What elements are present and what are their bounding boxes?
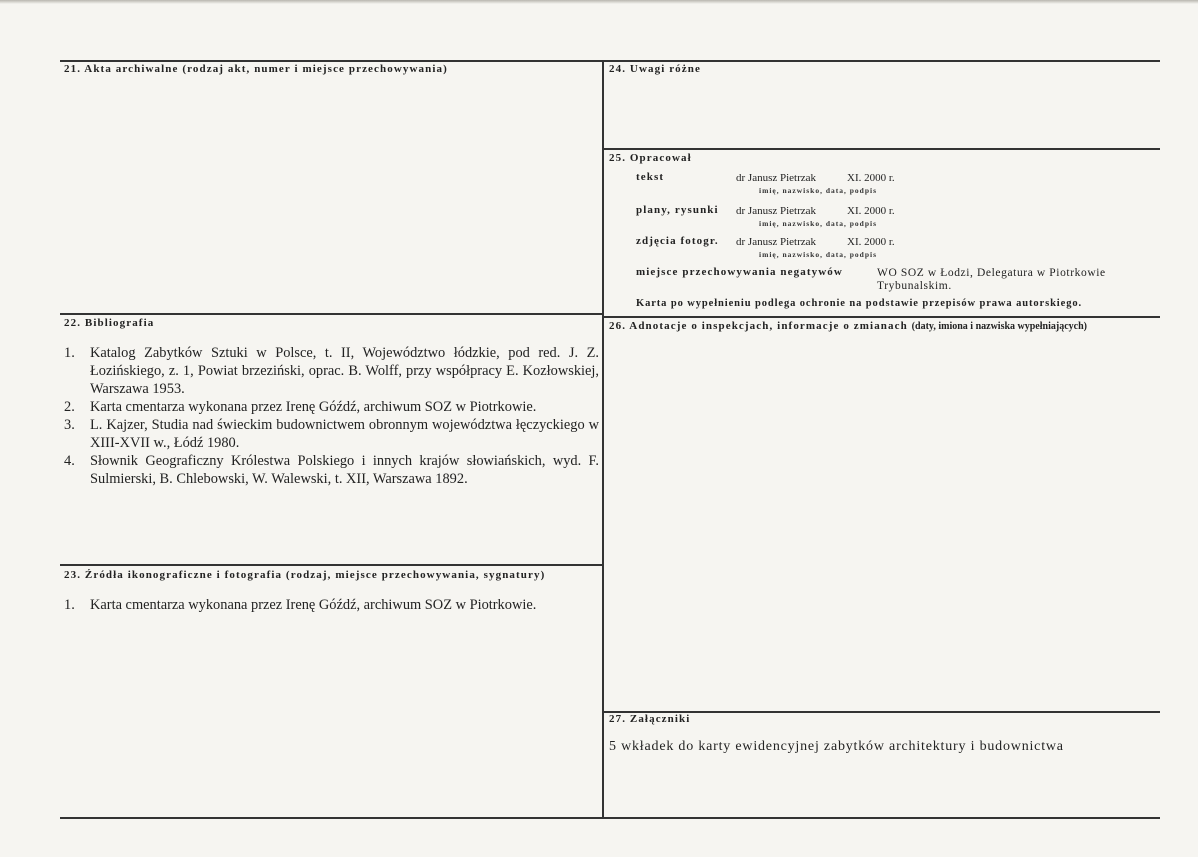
list-item xyxy=(64,416,599,452)
list-item xyxy=(64,596,599,614)
divider-bottom xyxy=(60,817,1160,819)
divider-22-top xyxy=(60,313,603,315)
list-text: Katalog Zabytków Sztuki w Polsce, t. II, Województwo łódzkie, pod red. J. Z. Łozińskiego, z. 1, Powiat brzeziński, oprac. B. Wolff, przy współpracy E. Kozłowskiej, Warszawa 1953. xyxy=(90,345,599,397)
section-22-title: 22. Bibliografia xyxy=(64,317,155,329)
list-item xyxy=(64,452,599,488)
row-date: XI. 2000 r. xyxy=(847,236,895,248)
row-label-text: tekst xyxy=(636,171,665,183)
row-author: dr Janusz Pietrzak xyxy=(736,236,817,248)
row-caption: imię, nazwisko, data, podpis xyxy=(759,186,878,195)
divider-25-top xyxy=(603,148,1160,150)
bibliography-list xyxy=(64,344,599,488)
section-26-title xyxy=(609,320,1087,332)
list-text: L. Kajzer, Studia nad świeckim budownictwem obronnym województwa łęczyckiego w XIII-XVII w., Łódź 1980. xyxy=(90,417,599,451)
divider-21-top xyxy=(60,60,603,62)
row-date: XI. 2000 r. xyxy=(847,172,895,184)
attachments-text: 5 wkładek do karty ewidencyjnej zabytków architektury i budownictwa xyxy=(609,739,1064,754)
column-divider xyxy=(602,60,604,819)
list-item xyxy=(64,398,599,416)
list-text: Słownik Geograficzny Królestwa Polskiego i innych krajów słowiańskich, wyd. F. Sulmierski, B. Chlebowski, W. Walewski, t. XII, Warszawa 1892. xyxy=(90,453,599,487)
negatives-value: WO SOZ w Łodzi, Delegatura w Piotrkowie Trybunalskim. xyxy=(877,267,1106,292)
list-number: 1. xyxy=(64,597,75,613)
scan-edge xyxy=(0,0,1198,4)
section-25-title: 25. Opracował xyxy=(609,152,692,164)
copyright-note: Karta po wypełnieniu podlega ochronie na podstawie przepisów prawa autorskiego. xyxy=(636,298,1083,309)
row-author: dr Janusz Pietrzak xyxy=(736,172,817,184)
section-21-title: 21. Akta archiwalne (rodzaj akt, numer i miejsce przechowywania) xyxy=(64,63,448,75)
row-caption: imię, nazwisko, data, podpis xyxy=(759,219,878,228)
list-number: 3. xyxy=(64,417,75,433)
list-number: 4. xyxy=(64,453,75,469)
row-date: XI. 2000 r. xyxy=(847,205,895,217)
section-26-title-suffix: (daty, imiona i nazwiska wypełniających) xyxy=(911,321,1087,332)
negatives-label: miejsce przechowywania negatywów xyxy=(636,266,843,278)
divider-23-top xyxy=(60,564,603,566)
row-author: dr Janusz Pietrzak xyxy=(736,205,817,217)
row-label-plans: plany, rysunki xyxy=(636,204,719,216)
row-caption: imię, nazwisko, data, podpis xyxy=(759,250,878,259)
section-27-title: 27. Załączniki xyxy=(609,713,691,725)
list-text: Karta cmentarza wykonana przez Irenę Góźdź, archiwum SOZ w Piotrkowie. xyxy=(90,399,537,415)
iconographic-sources-list xyxy=(64,596,599,614)
list-number: 2. xyxy=(64,399,75,415)
section-26-title-main: 26. Adnotacje o inspekcjach, informacje o zmianach xyxy=(609,320,908,332)
list-item xyxy=(64,344,599,398)
section-24-title: 24. Uwagi różne xyxy=(609,63,701,75)
list-text: Karta cmentarza wykonana przez Irenę Góźdź, archiwum SOZ w Piotrkowie. xyxy=(90,597,537,613)
divider-26-top xyxy=(603,316,1160,318)
row-label-photos: zdjęcia fotogr. xyxy=(636,235,719,247)
list-number: 1. xyxy=(64,345,75,361)
section-23-title: 23. Źródła ikonograficzne i fotografia (rodzaj, miejsce przechowywania, sygnatury) xyxy=(64,569,546,581)
divider-24-top xyxy=(603,60,1160,62)
